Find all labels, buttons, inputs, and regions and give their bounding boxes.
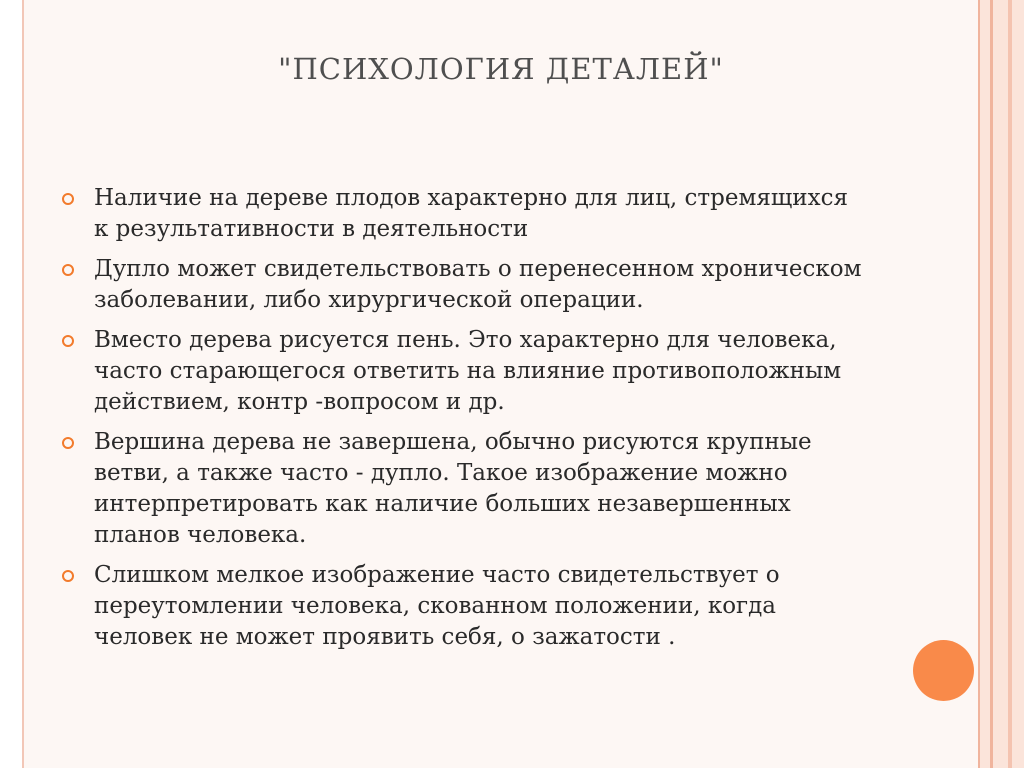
bullet-text: Наличие на дереве плодов характерно для лиц, стремящихся к результативности в деятельности: [94, 185, 848, 242]
left-frame-line: [22, 0, 24, 768]
circle-bullet-icon: [62, 570, 74, 582]
bullet-item: [62, 254, 862, 316]
bullet-item: [62, 183, 862, 245]
right-decorative-stripe: [978, 0, 1024, 768]
bullet-item: [62, 427, 862, 551]
bullet-text: Дупло может свидетельствовать о перенесенном хроническом заболевании, либо хирургической операции.: [94, 256, 862, 313]
circle-bullet-icon: [62, 335, 74, 347]
right-stripe-line: [978, 0, 980, 768]
bullet-item: [62, 560, 862, 653]
right-stripe-line: [990, 0, 993, 768]
bullet-list: [62, 183, 862, 662]
bullet-item: [62, 325, 862, 418]
circle-bullet-icon: [62, 264, 74, 276]
bullet-text: Вместо дерева рисуется пень. Это характерно для человека, часто старающегося ответить на влияние противоположным действием, контр -вопросом и др.: [94, 327, 842, 415]
circle-bullet-icon: [62, 193, 74, 205]
bullet-text: Вершина дерева не завершена, обычно рисуются крупные ветви, а также часто - дупло. Такое изображение можно интерпретировать как наличие больших незавершенных планов человека.: [94, 429, 812, 548]
circle-bullet-icon: [62, 437, 74, 449]
right-stripe-line: [1008, 0, 1012, 768]
decorative-circle: [913, 640, 974, 701]
slide-title: "ПСИХОЛОГИЯ ДЕТАЛЕЙ": [278, 52, 724, 86]
bullet-text: Слишком мелкое изображение часто свидетельствует о переутомлении человека, скованном положении, когда человек не может проявить себя, о зажатости .: [94, 562, 780, 650]
